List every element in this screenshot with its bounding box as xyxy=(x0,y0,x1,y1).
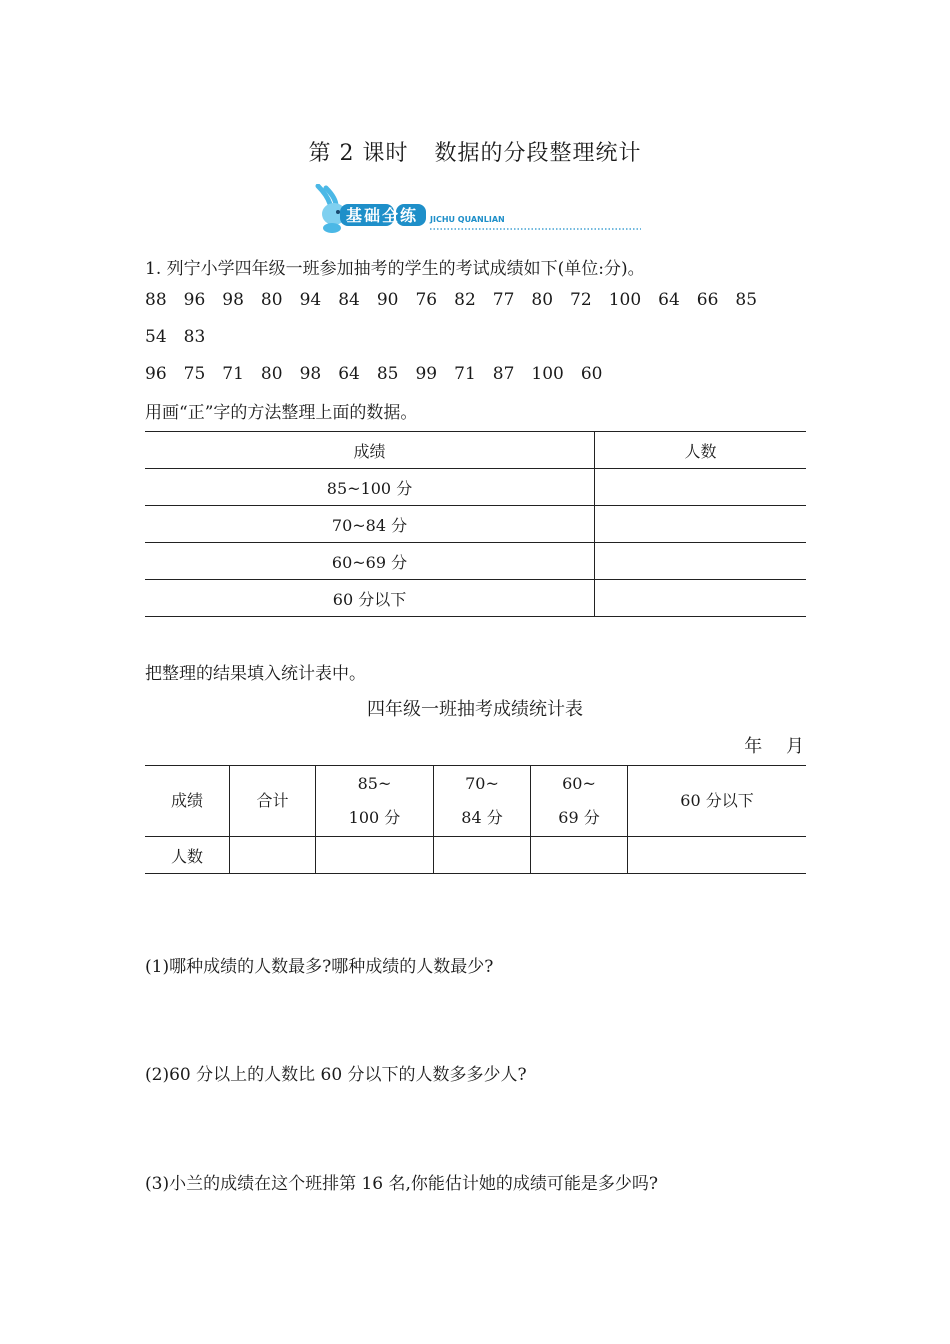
score-value: 98 xyxy=(299,364,322,384)
score-range: 85~100 分 xyxy=(145,469,595,506)
page-title xyxy=(0,136,950,167)
score-value: 98 xyxy=(222,290,244,310)
header-count: 人数 xyxy=(595,432,807,469)
score-value: 94 xyxy=(299,290,322,310)
score-value: 54 xyxy=(145,327,167,347)
score-range: 70~84 分 xyxy=(145,506,595,543)
score-value: 75 xyxy=(183,364,206,384)
count-cell[interactable] xyxy=(628,837,807,874)
date-label: 年 月 xyxy=(744,736,804,757)
score-value: 83 xyxy=(183,327,206,347)
sub-question-3: (3)小兰的成绩在这个班排第 16 名,你能估计她的成绩可能是多少吗? xyxy=(145,1174,659,1194)
score-value: 90 xyxy=(376,290,399,310)
count-cell[interactable] xyxy=(595,506,807,543)
score-value: 66 xyxy=(696,290,719,310)
header-85-100: 85~ 100 分 xyxy=(316,766,434,837)
score-value: 80 xyxy=(260,290,283,310)
table-row xyxy=(145,766,806,837)
question-intro: 1. 列宁小学四年级一班参加抽考的学生的考试成绩如下(单位:分)。 xyxy=(145,259,645,279)
header-70-84: 70~ 84 分 xyxy=(434,766,531,837)
tally-table xyxy=(145,431,806,617)
count-cell[interactable] xyxy=(531,837,628,874)
table-row xyxy=(145,432,806,469)
score-value: 71 xyxy=(222,364,244,384)
score-value: 60 xyxy=(580,364,603,384)
score-value: 82 xyxy=(454,290,476,310)
header-score: 成绩 xyxy=(145,766,230,837)
sub-question-1: (1)哪种成绩的人数最多?哪种成绩的人数最少? xyxy=(145,957,494,977)
section-banner xyxy=(306,184,646,234)
score-value: 87 xyxy=(492,364,515,384)
banner-label: 基础全练 xyxy=(346,206,419,225)
score-value: 85 xyxy=(735,290,758,310)
score-value: 96 xyxy=(145,364,167,384)
score-value: 100 xyxy=(608,290,642,310)
table-caption: 四年级一班抽考成绩统计表 xyxy=(367,699,583,720)
table-row xyxy=(145,837,806,874)
score-value: 80 xyxy=(531,290,554,310)
count-cell[interactable] xyxy=(434,837,531,874)
table-row xyxy=(145,506,806,543)
score-value: 96 xyxy=(183,290,206,310)
lesson-title: 数据的分段整理统计 xyxy=(434,141,642,166)
count-cell[interactable] xyxy=(595,580,807,617)
score-value: 100 xyxy=(531,364,564,384)
banner-pinyin: JICHU QUANLIAN xyxy=(430,215,505,224)
score-value: 64 xyxy=(658,290,680,310)
data-row-1 xyxy=(145,290,774,310)
table-row xyxy=(145,580,806,617)
score-value: 64 xyxy=(338,364,360,384)
data-row-3 xyxy=(145,364,620,384)
lesson-number: 第 2 课时 xyxy=(308,141,409,166)
stat-table xyxy=(145,765,806,874)
header-total: 合计 xyxy=(230,766,316,837)
header-below-60: 60 分以下 xyxy=(628,766,807,837)
count-cell[interactable] xyxy=(595,543,807,580)
header-60-69: 60~ 69 分 xyxy=(531,766,628,837)
instruction-fill: 把整理的结果填入统计表中。 xyxy=(145,664,366,684)
score-value: 84 xyxy=(338,290,360,310)
score-value: 99 xyxy=(415,364,438,384)
sub-question-2: (2)60 分以上的人数比 60 分以下的人数多多少人? xyxy=(145,1065,527,1085)
score-value: 76 xyxy=(415,290,438,310)
score-value: 85 xyxy=(376,364,399,384)
count-cell[interactable] xyxy=(230,837,316,874)
count-cell[interactable] xyxy=(595,469,807,506)
count-cell[interactable] xyxy=(316,837,434,874)
row-label-count: 人数 xyxy=(145,837,230,874)
table-row xyxy=(145,469,806,506)
data-row-2 xyxy=(145,327,222,347)
score-value: 72 xyxy=(570,290,592,310)
score-range: 60~69 分 xyxy=(145,543,595,580)
score-value: 80 xyxy=(260,364,283,384)
score-value: 88 xyxy=(145,290,167,310)
score-value: 77 xyxy=(492,290,515,310)
table-row xyxy=(145,543,806,580)
instruction-tally: 用画“正”字的方法整理上面的数据。 xyxy=(145,403,418,423)
score-range: 60 分以下 xyxy=(145,580,595,617)
header-score: 成绩 xyxy=(145,432,595,469)
score-value: 71 xyxy=(454,364,476,384)
